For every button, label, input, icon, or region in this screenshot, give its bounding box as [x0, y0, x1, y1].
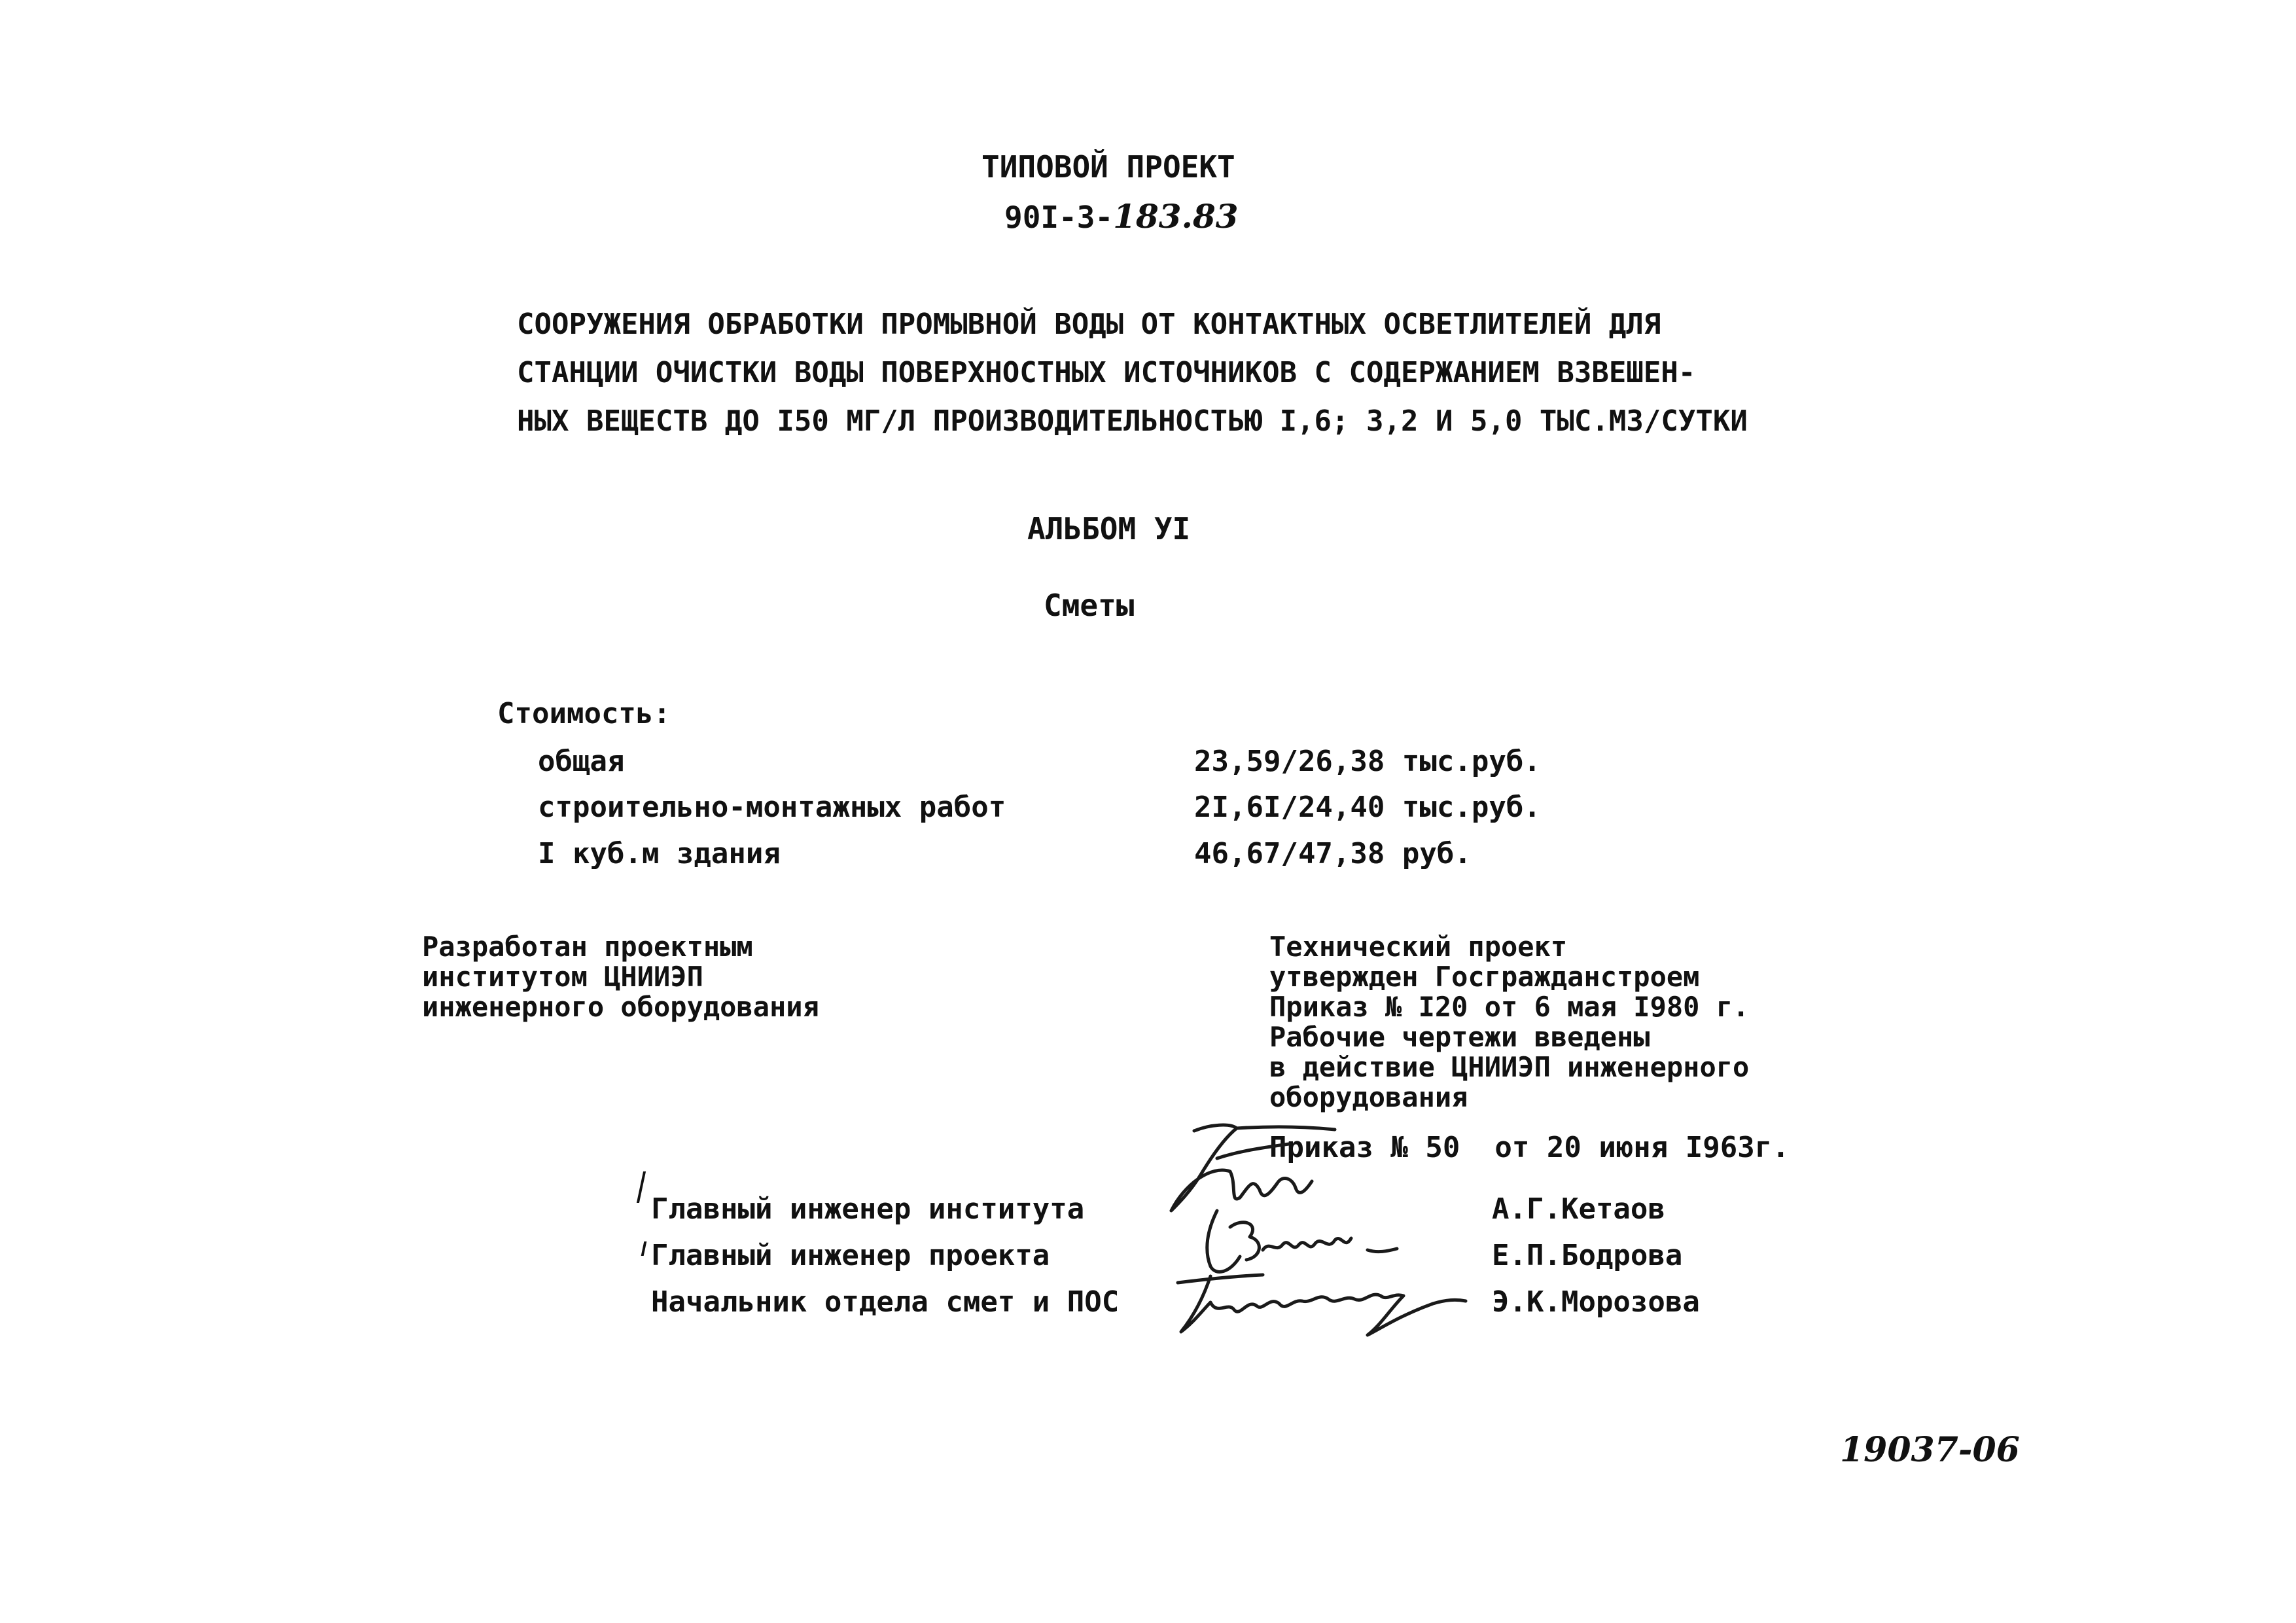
- approval-line-7: Приказ № 50 от 20 июня I963г.: [1269, 1131, 1790, 1164]
- cost-row-label: строительно-монтажных работ: [538, 791, 1006, 824]
- archive-number: 19037-06: [1840, 1430, 2020, 1470]
- album-label: АЛЬБОМ УI: [1027, 511, 1191, 546]
- signature-head-of-estimates: [1165, 1263, 1479, 1348]
- cost-row-value: 46,67/47,38 руб.: [1194, 837, 1472, 870]
- doc-type: ТИПОВОЙ ПРОЕКТ: [981, 149, 1235, 185]
- signatory-position: Начальник отдела смет и ПОС: [651, 1285, 1120, 1319]
- approval-line-4: Рабочие чертежи введены: [1269, 1021, 1650, 1053]
- cost-row-label: I куб.м здания: [538, 837, 781, 870]
- project-code: [1004, 197, 1239, 236]
- cost-row-value: 2I,6I/24,40 тыс.руб.: [1194, 791, 1541, 824]
- approval-line-2: утвержден Госгражданстроем: [1269, 961, 1700, 993]
- approval-line-3: Приказ № I20 от 6 мая I980 г.: [1269, 991, 1750, 1023]
- title-line-1: СООРУЖЕНИЯ ОБРАБОТКИ ПРОМЫВНОЙ ВОДЫ ОТ КОНТАКТНЫХ ОСВЕТЛИТЕЛЕЙ ДЛЯ: [517, 308, 1661, 341]
- developer-line-3: инженерного оборудования: [422, 991, 819, 1023]
- signatory-position: Главный инженер проекта: [651, 1239, 1050, 1272]
- approval-line-6: оборудования: [1269, 1081, 1468, 1113]
- developer-line-1: Разработан проектным: [422, 931, 753, 963]
- check-mark-icon: [641, 1241, 647, 1256]
- project-code-handwritten: 183.83: [1113, 197, 1239, 236]
- approval-line-1: Технический проект: [1269, 931, 1568, 963]
- check-mark-icon: [637, 1171, 646, 1203]
- signatory-name: Е.П.Бодрова: [1492, 1239, 1683, 1272]
- cost-heading: Стоимость:: [497, 697, 671, 730]
- signatory-name: А.Г.Кетаов: [1492, 1192, 1665, 1226]
- title-line-2: СТАНЦИИ ОЧИСТКИ ВОДЫ ПОВЕРХНОСТНЫХ ИСТОЧНИКОВ С СОДЕРЖАНИЕМ ВЗВЕШЕН-: [517, 356, 1696, 389]
- title-line-3: НЫХ ВЕЩЕСТВ ДО I50 МГ/Л ПРОИЗВОДИТЕЛЬНОСТЬЮ I,6; 3,2 И 5,0 ТЫС.М3/СУТКИ: [517, 404, 1748, 438]
- developer-line-2: институтом ЦНИИЭП: [422, 961, 703, 993]
- section-label: Сметы: [1044, 588, 1135, 623]
- cost-row-value: 23,59/26,38 тыс.руб.: [1194, 745, 1541, 778]
- approval-line-5: в действие ЦНИИЭП инженерного: [1269, 1051, 1750, 1083]
- signatory-name: Э.К.Морозова: [1492, 1285, 1700, 1319]
- cost-row-label: общая: [538, 745, 625, 778]
- project-code-prefix: 90I-3-: [1004, 200, 1114, 235]
- signatory-position: Главный инженер института: [651, 1192, 1085, 1226]
